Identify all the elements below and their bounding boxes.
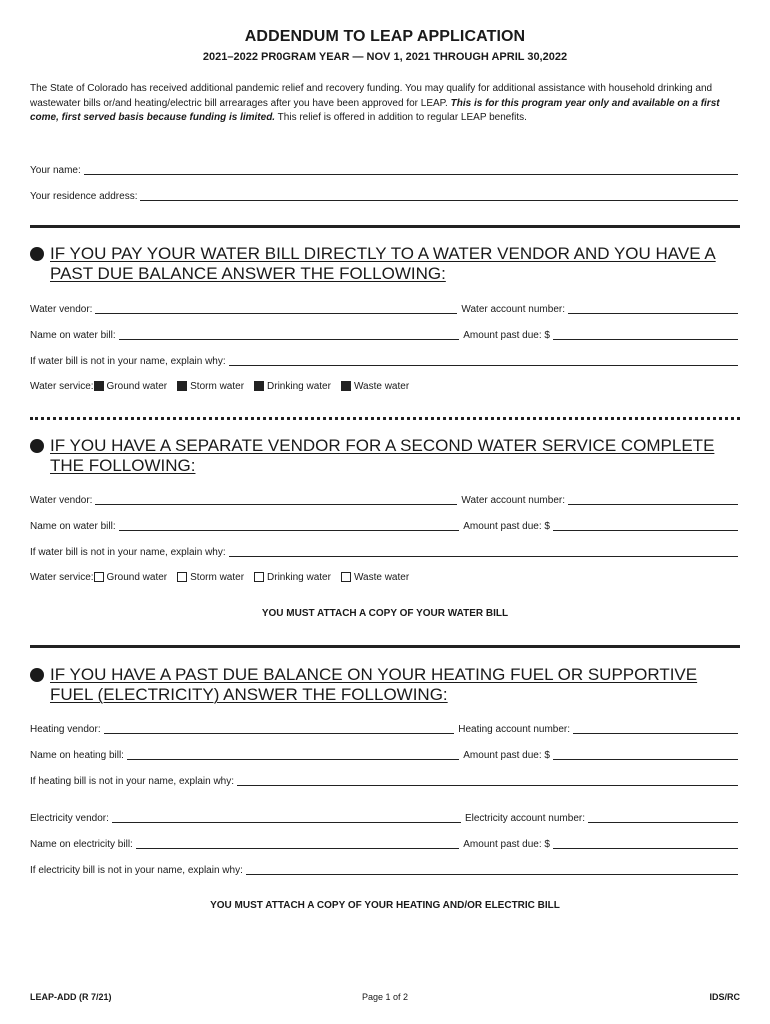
heating-vendor-field[interactable] (104, 723, 455, 734)
section-divider-1 (30, 225, 740, 228)
s1-option-drinking-water[interactable] (254, 381, 331, 392)
heating-vendor-label: Heating vendor: (30, 724, 101, 735)
s2-amount-past-due-field[interactable] (553, 520, 738, 531)
option-label: Drinking water (267, 571, 331, 583)
s2-explain-row (30, 544, 738, 558)
program-year-subtitle: 2021–2022 PR0GRAM YEAR — NOV 1, 2021 THROUGH APRIL 30,2022 (202, 51, 568, 63)
heating-vendor-row (30, 721, 738, 735)
your-name-label: Your name: (30, 165, 81, 176)
heating-amount-past-due-label: Amount past due: $ (463, 750, 550, 761)
checkbox-checked-icon[interactable] (177, 381, 187, 391)
checkbox-empty-icon[interactable] (341, 572, 351, 582)
electricity-vendor-field[interactable] (112, 812, 461, 823)
s2-water-account-label: Water account number: (461, 495, 565, 506)
section-divider-dotted (30, 417, 740, 420)
form-title: ADDENDUM TO LEAP APPLICATION (244, 28, 526, 45)
attach-water-bill-note: YOU MUST ATTACH A COPY OF YOUR WATER BILL (261, 608, 509, 619)
electric-name-row (30, 836, 738, 850)
s1-water-vendor-label: Water vendor: (30, 304, 93, 315)
heating-name-row (30, 747, 738, 761)
checkbox-checked-icon[interactable] (341, 381, 351, 391)
s2-water-vendor-field[interactable] (95, 494, 457, 505)
your-name-row (30, 162, 738, 176)
s1-name-on-bill-field[interactable] (119, 329, 460, 340)
intro-text-2: This relief is offered in addition to regular LEAP benefits. (275, 112, 527, 124)
s2-option-storm-water[interactable] (177, 572, 244, 583)
footer-code: IDS/RC (709, 992, 740, 1002)
section2-heading-text: IF YOU HAVE A SEPARATE VENDOR FOR A SECOND WATER SERVICE COMPLETE THE FOLLOWING: (50, 436, 715, 475)
page-number: Page 1 of 2 (361, 992, 409, 1002)
section3-heading (30, 665, 742, 705)
s2-explain-label: If water bill is not in your name, explain why: (30, 547, 226, 558)
intro-bold-text: This is for this program year only and available on a first come, first served basis because funding is limited. (30, 97, 720, 124)
section1-heading-text: IF YOU PAY YOUR WATER BILL DIRECTLY TO A WATER VENDOR AND YOU HAVE A PAST DUE BALANCE ANSWER THE FOLLOWING: (50, 244, 716, 283)
heating-explain-label: If heating bill is not in your name, explain why: (30, 776, 234, 787)
s1-vendor-row (30, 301, 738, 315)
s2-name-row (30, 518, 738, 532)
electricity-vendor-label: Electricity vendor: (30, 813, 109, 824)
s2-option-ground-water[interactable] (94, 572, 168, 583)
s1-water-account-label: Water account number: (461, 304, 565, 315)
bullet-icon (30, 439, 44, 453)
section1-heading (30, 244, 742, 284)
s2-name-on-bill-label: Name on water bill: (30, 521, 116, 532)
electric-vendor-row (30, 810, 738, 824)
electric-explain-row (30, 862, 738, 876)
heating-explain-field[interactable] (237, 775, 738, 786)
section3-heading-text: IF YOU HAVE A PAST DUE BALANCE ON YOUR HEATING FUEL OR SUPPORTIVE FUEL (ELECTRICITY) ANSWER THE FOLLOWING: (50, 665, 698, 704)
s1-water-service-label: Water service: (30, 380, 94, 392)
s1-explain-row (30, 353, 738, 367)
heating-explain-row (30, 773, 738, 787)
electricity-amount-past-due-field[interactable] (553, 838, 738, 849)
intro-text-1: The State of Colorado has received additional pandemic relief and recovery funding. You may qualify for additional assistance with household drinking and wastewater bills or/and heating/electric bill arrearages after you have been approved for LEAP. (30, 83, 713, 109)
heating-account-field[interactable] (573, 723, 738, 734)
attach-heating-electric-bill-note: YOU MUST ATTACH A COPY OF YOUR HEATING AND/OR ELECTRIC BILL (210, 900, 560, 911)
heating-name-on-bill-field[interactable] (127, 749, 459, 760)
s1-water-service-row (30, 379, 419, 393)
s2-water-service-label: Water service: (30, 571, 94, 583)
bullet-icon (30, 668, 44, 682)
electricity-explain-field[interactable] (246, 864, 738, 875)
s1-option-ground-water[interactable] (94, 381, 168, 392)
s1-option-waste-water[interactable] (341, 381, 409, 392)
electricity-account-label: Electricity account number: (464, 813, 585, 824)
form-page (30, 0, 740, 1024)
electricity-account-field[interactable] (588, 812, 738, 823)
residence-address-field[interactable] (140, 190, 738, 201)
s1-water-vendor-field[interactable] (95, 303, 457, 314)
s2-option-drinking-water[interactable] (254, 572, 331, 583)
bullet-icon (30, 247, 44, 261)
section-divider-2 (30, 645, 740, 648)
option-label: Ground water (106, 380, 168, 392)
s2-name-on-bill-field[interactable] (119, 520, 460, 531)
electricity-explain-label: If electricity bill is not in your name, explain why: (30, 865, 243, 876)
s2-water-service-row (30, 570, 419, 584)
option-label: Waste water (353, 380, 410, 392)
s2-water-vendor-label: Water vendor: (30, 495, 93, 506)
checkbox-empty-icon[interactable] (177, 572, 187, 582)
form-id: LEAP-ADD (R 7/21) (30, 992, 112, 1002)
intro-paragraph (30, 82, 738, 126)
s1-amount-past-due-field[interactable] (553, 329, 738, 340)
option-label: Storm water (190, 571, 245, 583)
electricity-name-on-bill-label: Name on electricity bill: (30, 839, 133, 850)
checkbox-checked-icon[interactable] (94, 381, 104, 391)
s1-amount-past-due-label: Amount past due: $ (463, 330, 550, 341)
electricity-amount-past-due-label: Amount past due: $ (463, 839, 550, 850)
s1-explain-label: If water bill is not in your name, explain why: (30, 356, 226, 367)
s2-option-waste-water[interactable] (341, 572, 409, 583)
checkbox-checked-icon[interactable] (254, 381, 264, 391)
heating-account-label: Heating account number: (458, 724, 570, 735)
electricity-name-on-bill-field[interactable] (136, 838, 459, 849)
option-label: Waste water (353, 571, 410, 583)
option-label: Drinking water (267, 380, 331, 392)
s1-name-row (30, 327, 738, 341)
checkbox-empty-icon[interactable] (94, 572, 104, 582)
heating-name-on-bill-label: Name on heating bill: (30, 750, 124, 761)
s2-water-account-field[interactable] (568, 494, 738, 505)
your-name-field[interactable] (84, 164, 738, 175)
checkbox-empty-icon[interactable] (254, 572, 264, 582)
s1-name-on-bill-label: Name on water bill: (30, 330, 116, 341)
s2-explain-field[interactable] (229, 546, 738, 557)
section2-heading (30, 436, 742, 476)
s2-vendor-row (30, 492, 738, 506)
s1-option-storm-water[interactable] (177, 381, 244, 392)
s2-amount-past-due-label: Amount past due: $ (463, 521, 550, 532)
residence-address-row (30, 188, 738, 202)
page-footer (30, 992, 740, 1004)
s1-water-account-field[interactable] (568, 303, 738, 314)
s1-explain-field[interactable] (229, 355, 738, 366)
heating-amount-past-due-field[interactable] (553, 749, 738, 760)
option-label: Ground water (106, 571, 168, 583)
residence-address-label: Your residence address: (30, 191, 138, 202)
option-label: Storm water (190, 380, 245, 392)
